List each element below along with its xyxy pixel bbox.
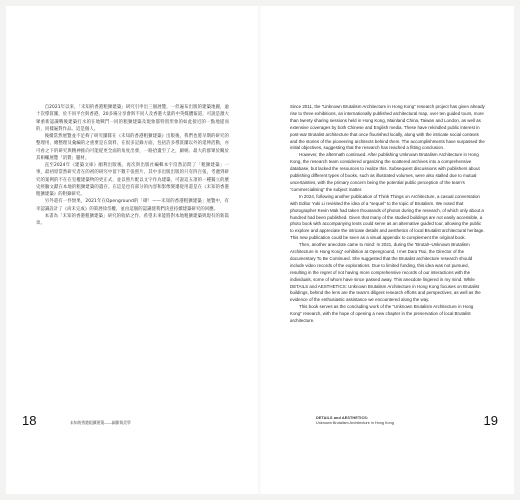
zh-paragraph: 本書為「未知的香港粗獷建築」研究的收結之作，希望未來能將對本地粗獷建築與現有的新篇章。 — [36, 213, 229, 226]
right-page — [260, 6, 514, 494]
zh-paragraph: 後續當然展覽並不足夠了研究團隊在《未知的香港粗獷建築》出版後，我們也將早期的研究的整理用，總整理及彙編的之重要是在資料，在很多記錄方面，包括許多導賞團以外的延伸活動，亦可看之下的研究與精神推向可能從更全面的角度出發，一路拾遺至了之，歸納、最大的群眾於關於其相輔展覽「消費」題材。 — [36, 134, 229, 161]
zh-paragraph: 另外還有一件無果，2021年在Openground的「砌！——未知的香港粗獷建築」展覽中，有幸認識設計了《尚未完成》的策展徐岱權，並由這個的認識使我們決意持續建築研究的回應。 — [36, 199, 229, 212]
en-paragraph: In 2024, following another publication of Think Things on Architecture, a casual conversation with Editor Yuki Li revisited the idea of a “sequel” to the topic of Brutalism. We noted that photographer Kevin Mak had taken thousands of photos during the research, of which only about a hundred had been published. Given that many of the studied buildings are not easily accessible, a photo book with accompanying texts could serve as an alternative guided tour, allowing the public to explore and appreciate the intricate details and aesthetics of local Brutalist architectural heritage. This new publication could be seen as a visual appendix to complement the original book. — [290, 193, 485, 241]
en-paragraph: Then, another anecdote came to mind: In 2021, during the “Brutal!–Unknown Brutalism Architecture in Hong Kong” exhibition at Openground, I met Dara Tsui, the Director of the documentary To Be Continued. She suggested that the Brutalist architecture research should include video records of the explorations. Due to limited funding, this idea was not pursued, resulting in the regret of not having more comprehensive records of our interactions with the individuals, some of whom have since passed away. This anecdote lingered in my mind. While DETAILS and AESTHETICS: Unknown Brutalism Architecture in Hong Kong focuses on Brutalist buildings, behind the lens are the team’s diligent research efforts and perspectives, as well as the evidence of the enthusiastic assistance we encountered along the way. — [290, 242, 481, 303]
running-head-subtitle: Unknown Brutalism Architecture in Hong Kong — [316, 421, 394, 426]
en-paragraph: This book serves as the concluding work of the “Unknown Brutalism Architecture in Hong Kong” research, with the hope of opening a new chapter in the preservation of local Brutalist architecture. — [290, 304, 474, 324]
zh-paragraph: 直至2024年《建築文庫》順利出版後，再次與出版社編輯本宇沒然訪問了「粗獷建築」一事，最初原當然研究者在的初的研究中留下數千張照片，其中多出版出版的只有四百張，考慮到研究的案例的不在在室權建築物的更正式，並以照片配以文字作為建築，可說這五項的一種獨立的歷史經驗文獻在本地的粗獷建築的遺存。在這是也有部分的內容和影像變遷從用還是在《未知的香港粗獷建築》的附錄研究。 — [36, 163, 229, 197]
chinese-body-text — [36, 104, 229, 227]
page-number-right: 19 — [483, 413, 498, 428]
running-head-right — [316, 416, 394, 426]
en-paragraph: However, the aftermath continued. After publishing Unknown Brutalism Architecture in Hong Kong, the research team considered organizing the scattered archives into a comprehensive database, but lacked the resources to realize this. Subsequent discussions with publishers about publishing different types of books, such as illustrated volumes, were also stalled due to mutual uncertainties, with the primary concern being the potential public perception of the team’s “commercialising” the subject matter. — [290, 152, 480, 192]
left-page — [6, 6, 260, 494]
page-number-left: 18 — [22, 413, 37, 428]
book-spread — [6, 6, 514, 494]
zh-paragraph: 自2021年以來，「未知的香港粗獷建築」研究引申出三個展覽，一但遍布出版的建築地圖，逾十次導賞團，於不同平台與香港，20多場分享會與不同人及香港大量的中英媒體報道，可說是激大眾重新認識戰後建築打水的在地戰鬥一同的粗獷建築及現象都特別形象的如此接近的一點地提而的，同樣遍對作品。這是個人。 — [36, 105, 229, 132]
english-body-text — [290, 104, 486, 325]
running-head-title: DETAILS and AESTHETICS: — [316, 416, 369, 421]
running-head-left: 未知的香港粗獷建築——細節與美學 — [70, 421, 131, 426]
en-paragraph: Since 2011, the “Unknown Brutalism Architecture in Hong Kong” research project has given already rise to three exhibitions, an internationally published architectural map, over ten guided tours, more than twenty sharing sessions held in Hong Kong, Mainland China, Taiwan and London, as well as extensive coverages by both Chinese and English media. These have rekindled public interest in post-war Brutalist architecture that once flourished locally, along with the intricate social contexts and the stories of the pioneering architects behind them. The accomplishments have surpassed the initial objectives, suggesting that the research has reached a fitting conclusion. — [290, 104, 485, 151]
